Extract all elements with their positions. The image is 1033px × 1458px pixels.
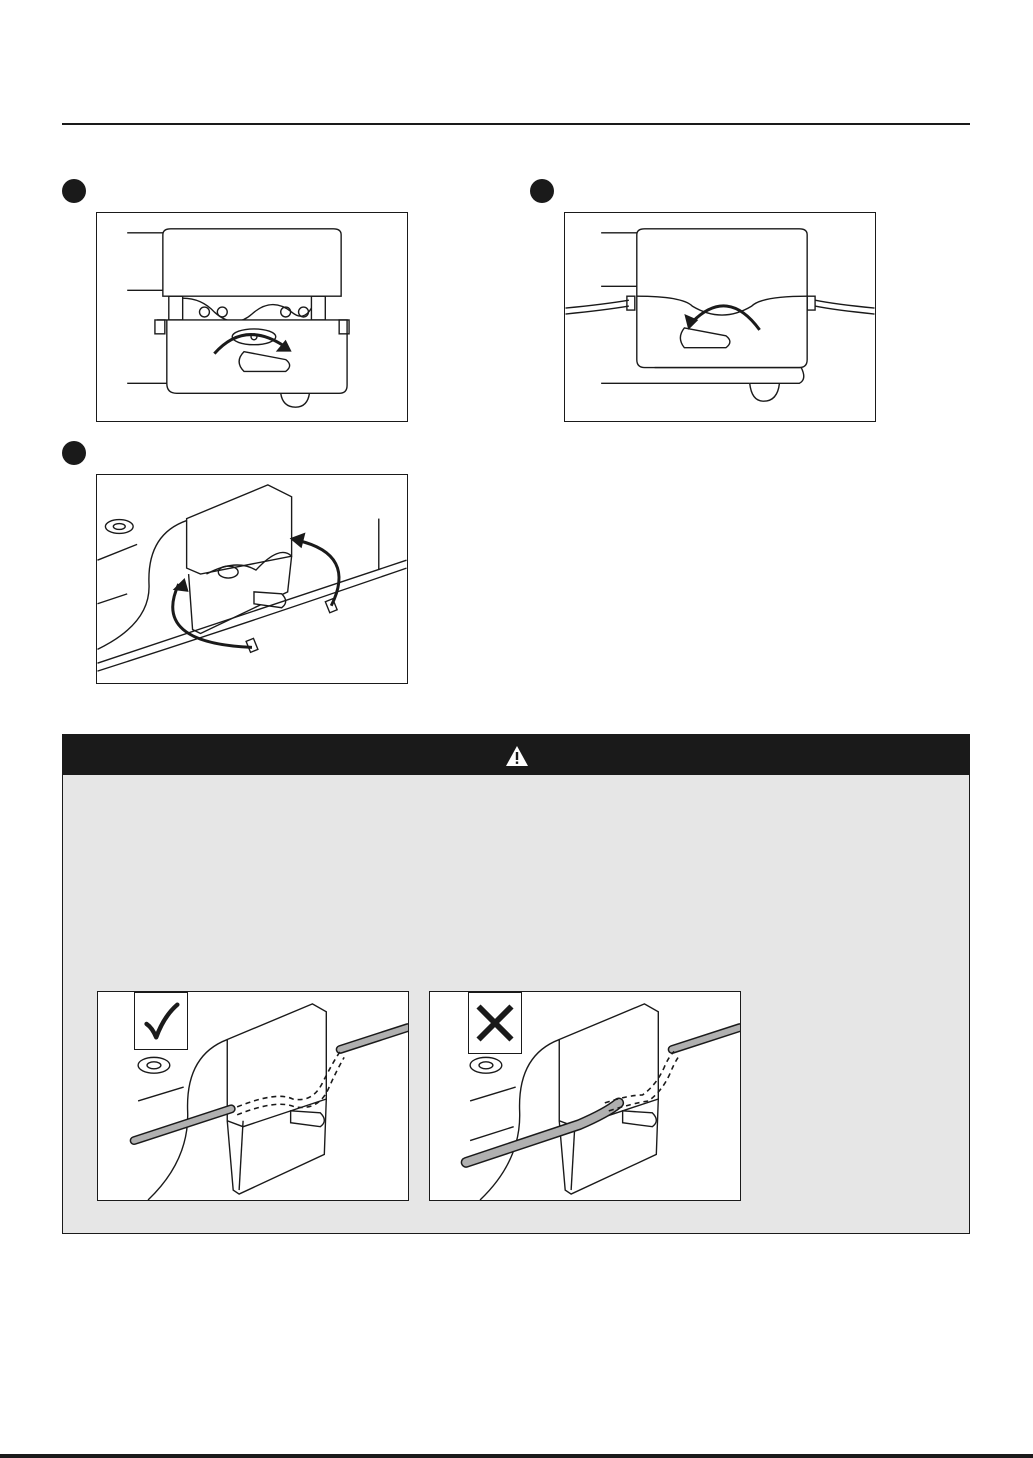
incorrect-mark-box: [468, 992, 522, 1054]
footer-rule: [0, 1454, 1033, 1458]
step-1-marker: [62, 179, 86, 203]
figure-insert-tubing: [96, 474, 408, 684]
warning-triangle-icon: [505, 745, 529, 767]
pump-closed-illustration: [565, 213, 875, 421]
warning-panel: [62, 734, 970, 1234]
figure-close-pump-cover: [564, 212, 876, 422]
cross-icon: [469, 993, 521, 1053]
figure-open-pump-cover: [96, 212, 408, 422]
step-3-marker: [62, 441, 86, 465]
tubing-insertion-illustration: [97, 475, 407, 683]
pump-open-illustration: [97, 213, 407, 421]
example-correct-figure: [97, 991, 409, 1201]
step-2-marker: [530, 179, 554, 203]
warning-header: [63, 735, 969, 775]
example-incorrect-figure: [429, 991, 741, 1201]
header-rule: [62, 123, 970, 125]
correct-mark-box: [134, 992, 188, 1050]
checkmark-icon: [135, 993, 187, 1049]
